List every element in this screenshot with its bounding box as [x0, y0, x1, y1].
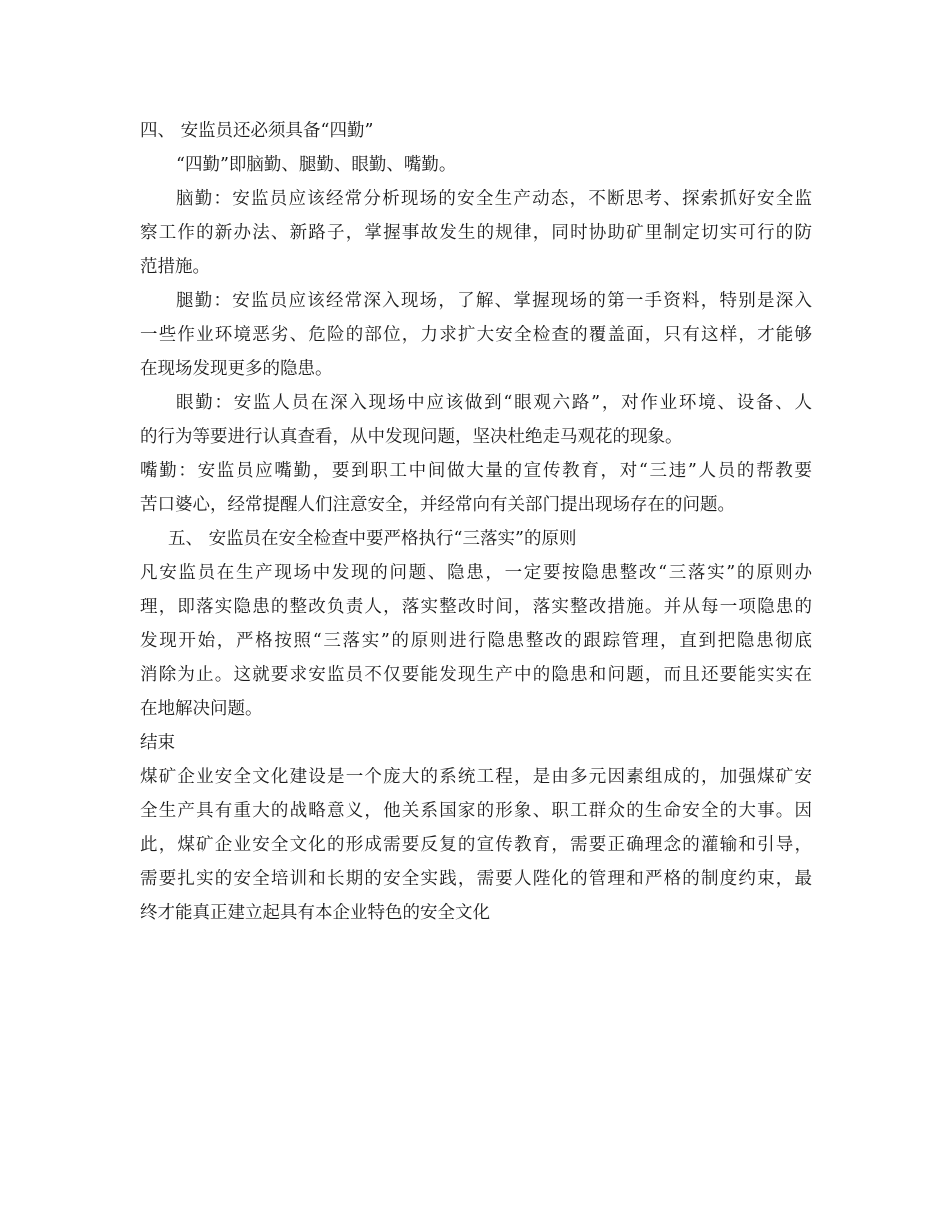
- paragraph-line: 此，煤矿企业安全文化的形成需要反复的宣传教育，需要正确理念的灌输和引导，: [140, 835, 812, 855]
- paragraph-line: 脑勤：安监员应该经常分析现场的安全生产动态，不断思考、探索抓好安全监: [176, 189, 812, 209]
- paragraph-line: 眼勤：安监人员在深入现场中应该做到“眼观六路”，对作业环境、设备、人: [176, 393, 812, 413]
- section-four: [140, 114, 812, 522]
- paragraph-line: 终才能真正建立起具有本企业特色的安全文化: [140, 903, 490, 923]
- paragraph-line: “四勤”即脑勤、腿勤、眼勤、嘴勤。: [176, 155, 457, 175]
- paragraph-line: 的行为等要进行认真查看，从中发现问题，坚决杜绝走马观花的现象。: [140, 427, 683, 447]
- paragraph-line: 在地解决问题。: [140, 699, 263, 719]
- paragraph-line: 全生产具有重大的战略意义，他关系国家的形象、职工群众的生命安全的大事。因: [140, 801, 812, 821]
- section-heading: 四、 安监员还必须具备“四勤”: [140, 121, 374, 141]
- paragraph-line: 理，即落实隐患的整改负责人，落实整改时间，落实整改措施。并从每一项隐患的: [140, 597, 812, 617]
- section-heading: 结束: [140, 733, 175, 753]
- paragraph-line: 发现开始，严格按照“三落实”的原则进行隐患整改的跟踪管理，直到把隐患彻底: [140, 631, 812, 651]
- paragraph-line: 察工作的新办法、新路子，掌握事故发生的规律，同时协助矿里制定切实可行的防: [140, 223, 812, 243]
- conclusion-section: [140, 726, 812, 930]
- paragraph-line: 凡安监员在生产现场中发现的问题、隐患，一定要按隐患整改“三落实”的原则办: [140, 563, 812, 583]
- paragraph-line: 范措施。: [140, 257, 210, 277]
- paragraph-line: 在现场发现更多的隐患。: [140, 359, 333, 379]
- paragraph-line: 嘴勤：安监员应嘴勤，要到职工中间做大量的宣传教育，对“三违”人员的帮教要: [140, 461, 812, 481]
- section-heading: 五、 安监员在安全检查中要严格执行“三落实”的原则: [168, 529, 577, 549]
- document-body: [140, 114, 812, 930]
- paragraph-line: 苦口婆心，经常提醒人们注意安全，并经常向有关部门提出现场存在的问题。: [140, 495, 735, 515]
- paragraph-line: 消除为止。这就要求安监员不仅要能发现生产中的隐患和问题，而且还要能实实在: [140, 665, 812, 685]
- paragraph-line: 腿勤：安监员应该经常深入现场，了解、掌握现场的第一手资料，特别是深入: [176, 291, 812, 311]
- paragraph-line: 一些作业环境恶劣、危险的部位，力求扩大安全检查的覆盖面，只有这样，才能够: [140, 325, 812, 345]
- paragraph-line: 煤矿企业安全文化建设是一个庞大的系统工程，是由多元因素组成的，加强煤矿安: [140, 767, 812, 787]
- paragraph-line: 需要扎实的安全培训和长期的安全实践，需要人陛化的管理和严格的制度约束，最: [140, 869, 812, 889]
- section-five: [140, 522, 812, 726]
